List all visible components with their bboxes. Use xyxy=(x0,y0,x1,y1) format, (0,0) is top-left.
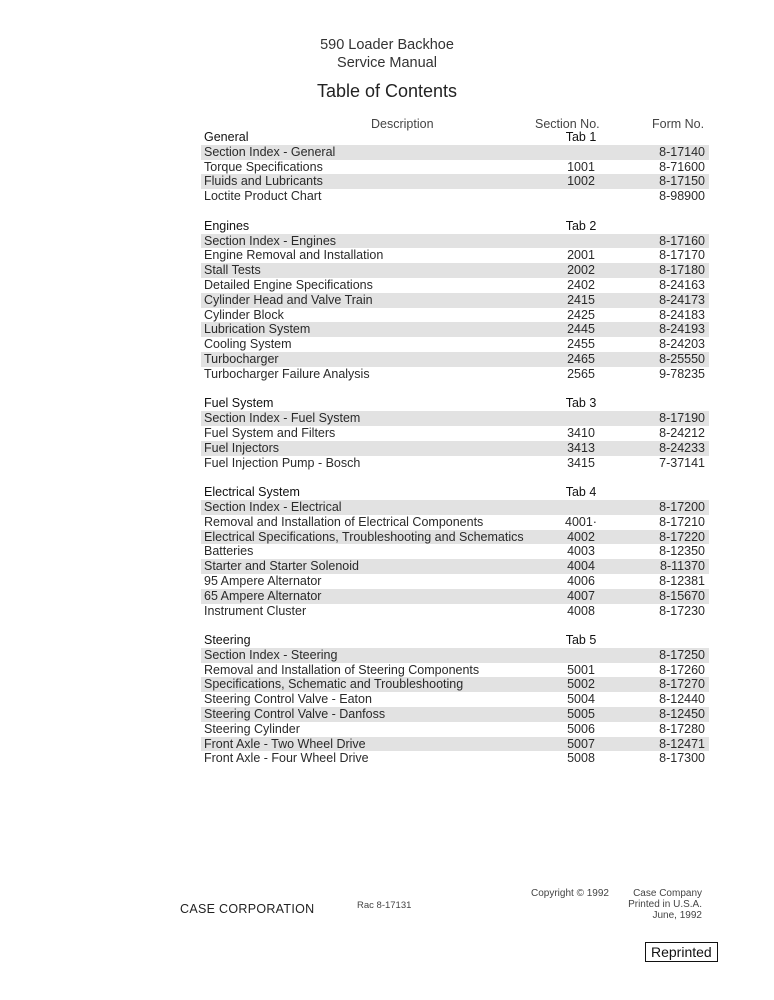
publisher-line: Case Company xyxy=(633,888,702,899)
toc-row xyxy=(201,604,709,619)
toc-section-number: 2445 xyxy=(567,322,595,337)
section-heading xyxy=(201,219,709,234)
section-name: Fuel System xyxy=(204,396,274,411)
toc-form-number: 8-17250 xyxy=(659,647,705,662)
toc-row xyxy=(201,189,709,204)
toc-description: Section Index - Steering xyxy=(204,647,338,662)
toc-form-number: 8-17170 xyxy=(659,248,705,263)
toc-description: Cylinder Head and Valve Train xyxy=(204,292,373,307)
toc-description: Cylinder Block xyxy=(204,307,284,322)
footer-publisher xyxy=(622,888,702,921)
column-header-form: Form No. xyxy=(652,117,705,131)
toc-row xyxy=(201,308,709,323)
toc-description: Section Index - Engines xyxy=(204,233,337,248)
toc-section-number: 4001· xyxy=(565,514,597,529)
toc-description: Section Index - General xyxy=(204,144,336,159)
toc-description: Detailed Engine Specifications xyxy=(204,277,373,292)
toc-section-number: 2002 xyxy=(567,263,595,278)
section-tab: Tab 1 xyxy=(565,130,597,144)
toc-description: Front Axle - Two Wheel Drive xyxy=(204,736,366,751)
toc-row xyxy=(201,234,709,249)
toc-description: Steering Control Valve - Danfoss xyxy=(204,707,386,722)
toc-section-number: 1001 xyxy=(567,159,595,174)
column-header-section: Section No. xyxy=(535,117,600,131)
toc-section-number: 2455 xyxy=(567,337,595,352)
section-spacer xyxy=(201,470,709,485)
toc-description: Fuel System and Filters xyxy=(204,425,336,440)
section-tab: Tab 5 xyxy=(565,633,597,648)
toc-section-number: 4008 xyxy=(567,603,595,618)
toc-row xyxy=(201,663,709,678)
toc-section-number: 4006 xyxy=(567,573,595,588)
section-heading xyxy=(201,485,709,500)
doc-title-line2: Service Manual xyxy=(337,55,437,71)
toc-row xyxy=(201,426,709,441)
toc-form-number: 8-24163 xyxy=(659,277,705,292)
toc-section-number: 1002 xyxy=(567,174,595,189)
toc-row xyxy=(201,352,709,367)
toc-section-number: 2402 xyxy=(567,277,595,292)
doc-title-line1: 590 Loader Backhoe xyxy=(320,37,454,53)
toc-description: Steering Control Valve - Eaton xyxy=(204,692,372,707)
publisher-line: Printed in U.S.A. xyxy=(628,899,702,910)
toc-section-number: 2465 xyxy=(567,351,595,366)
toc-form-number: 8-98900 xyxy=(659,189,705,204)
section-heading xyxy=(201,396,709,411)
toc-description: Front Axle - Four Wheel Drive xyxy=(204,751,369,766)
toc-form-number: 8-25550 xyxy=(659,351,705,366)
toc-form-number: 8-17190 xyxy=(659,411,705,426)
toc-form-number: 8-11370 xyxy=(660,559,705,574)
toc-row xyxy=(201,515,709,530)
toc-row xyxy=(201,530,709,545)
toc-row xyxy=(201,589,709,604)
toc-description: Instrument Cluster xyxy=(204,603,307,618)
toc-section-number: 5007 xyxy=(567,736,595,751)
toc-form-number: 8-17140 xyxy=(659,144,705,159)
toc-row xyxy=(201,677,709,692)
toc-form-number: 8-24183 xyxy=(659,307,705,322)
toc-section-number: 5006 xyxy=(567,721,595,736)
toc-description: Engine Removal and Installation xyxy=(204,248,384,263)
reprinted-stamp: Reprinted xyxy=(645,942,718,962)
toc-section-number: 2425 xyxy=(567,307,595,322)
toc-row xyxy=(201,322,709,337)
toc-form-number: 8-17260 xyxy=(659,662,705,677)
toc-row xyxy=(201,722,709,737)
toc-description: Removal and Installation of Steering Components xyxy=(204,662,480,677)
section-name: General xyxy=(204,130,249,144)
toc-description: Loctite Product Chart xyxy=(204,189,322,204)
section-tab: Tab 3 xyxy=(565,396,597,411)
toc-description: Fuel Injectors xyxy=(204,440,280,455)
toc-form-number: 8-71600 xyxy=(659,159,705,174)
toc-form-number: 8-12381 xyxy=(659,573,705,588)
toc-form-number: 8-12440 xyxy=(659,692,705,707)
toc-row xyxy=(201,737,709,752)
section-spacer xyxy=(201,618,709,633)
toc-row xyxy=(201,367,709,382)
toc-row xyxy=(201,174,709,189)
section-heading xyxy=(201,633,709,648)
toc-description: Cooling System xyxy=(204,337,292,352)
toc-section-number: 3415 xyxy=(567,455,595,470)
footer-copyright: Copyright © 1992 xyxy=(531,888,609,899)
toc-form-number: 8-24203 xyxy=(659,337,705,352)
toc-form-number: 8-12471 xyxy=(659,736,705,751)
toc-row xyxy=(201,441,709,456)
toc-description: Batteries xyxy=(204,544,254,559)
toc-row xyxy=(201,692,709,707)
toc-form-number: 8-17210 xyxy=(659,514,705,529)
toc-form-number: 8-17280 xyxy=(659,721,705,736)
column-header-description: Description xyxy=(371,117,434,131)
toc-row xyxy=(201,293,709,308)
toc-description: Starter and Starter Solenoid xyxy=(204,559,359,574)
toc-row xyxy=(201,263,709,278)
toc-section-number: 4002 xyxy=(567,529,595,544)
section-spacer xyxy=(201,382,709,397)
toc-row xyxy=(201,278,709,293)
toc-description: Fuel Injection Pump - Bosch xyxy=(204,455,361,470)
toc-form-number: 8-17200 xyxy=(659,499,705,514)
toc-section-number: 5005 xyxy=(567,707,595,722)
toc-form-number: 8-12350 xyxy=(659,544,705,559)
toc-row xyxy=(201,707,709,722)
toc-form-number: 9-78235 xyxy=(659,366,705,381)
toc-form-number: 8-24212 xyxy=(659,425,705,440)
toc-form-number: 8-17230 xyxy=(659,603,705,618)
section-spacer xyxy=(201,204,709,219)
toc-form-number: 8-17160 xyxy=(659,233,705,248)
toc-section-number: 4007 xyxy=(567,588,595,603)
toc-row xyxy=(201,751,709,766)
toc-section-number: 2415 xyxy=(567,292,595,307)
toc-section-number: 4004 xyxy=(567,559,595,574)
section-name: Steering xyxy=(204,633,251,648)
toc-section-number: 3413 xyxy=(567,440,595,455)
toc-section-number: 5002 xyxy=(567,677,595,692)
toc-row xyxy=(201,160,709,175)
table-of-contents xyxy=(201,130,709,766)
toc-row xyxy=(201,248,709,263)
toc-section-number: 5001 xyxy=(567,662,595,677)
toc-form-number: 8-17180 xyxy=(659,263,705,278)
toc-row xyxy=(201,411,709,426)
toc-description: Section Index - Electrical xyxy=(204,499,342,514)
toc-description: 95 Ampere Alternator xyxy=(204,573,322,588)
section-tab: Tab 2 xyxy=(565,218,597,233)
toc-form-number: 8-24173 xyxy=(659,292,705,307)
section-name: Electrical System xyxy=(204,485,300,500)
toc-form-number: 8-17300 xyxy=(659,751,705,766)
section-heading xyxy=(201,130,709,145)
publisher-line: June, 1992 xyxy=(652,910,702,921)
rac-number: Rac 8-17131 xyxy=(357,900,412,911)
toc-form-number: 7-37141 xyxy=(659,455,705,470)
toc-description: Turbocharger Failure Analysis xyxy=(204,366,370,381)
toc-form-number: 8-17220 xyxy=(659,529,705,544)
toc-description: Turbocharger xyxy=(204,351,279,366)
toc-section-number: 2565 xyxy=(567,366,595,381)
toc-form-number: 8-17150 xyxy=(659,174,705,189)
toc-row xyxy=(201,544,709,559)
toc-section-number: 2001 xyxy=(567,248,595,263)
toc-row xyxy=(201,559,709,574)
toc-form-number: 8-24233 xyxy=(659,440,705,455)
toc-description: 65 Ampere Alternator xyxy=(204,588,322,603)
toc-section-number: 5004 xyxy=(567,692,595,707)
toc-description: Removal and Installation of Electrical Components xyxy=(204,514,484,529)
toc-section-number: 5008 xyxy=(567,751,595,766)
toc-description: Stall Tests xyxy=(204,263,261,278)
toc-row xyxy=(201,648,709,663)
toc-row xyxy=(201,574,709,589)
toc-description: Torque Specifications xyxy=(204,159,323,174)
toc-row xyxy=(201,456,709,471)
toc-form-number: 8-24193 xyxy=(659,322,705,337)
toc-form-number: 8-17270 xyxy=(659,677,705,692)
section-name: Engines xyxy=(204,218,250,233)
toc-row xyxy=(201,500,709,515)
toc-row xyxy=(201,145,709,160)
toc-description: Lubrication System xyxy=(204,322,311,337)
toc-description: Steering Cylinder xyxy=(204,721,300,736)
company-name: CASE CORPORATION xyxy=(180,902,315,916)
toc-section-number: 3410 xyxy=(567,425,595,440)
toc-form-number: 8-12450 xyxy=(659,707,705,722)
toc-description: Electrical Specifications, Troubleshooting and Schematics xyxy=(204,529,524,544)
toc-form-number: 8-15670 xyxy=(659,588,705,603)
toc-description: Section Index - Fuel System xyxy=(204,411,361,426)
toc-row xyxy=(201,337,709,352)
toc-description: Specifications, Schematic and Troubleshooting xyxy=(204,677,464,692)
section-tab: Tab 4 xyxy=(565,485,597,500)
toc-description: Fluids and Lubricants xyxy=(204,174,323,189)
page-title: Table of Contents xyxy=(316,81,458,101)
toc-section-number: 4003 xyxy=(567,544,595,559)
